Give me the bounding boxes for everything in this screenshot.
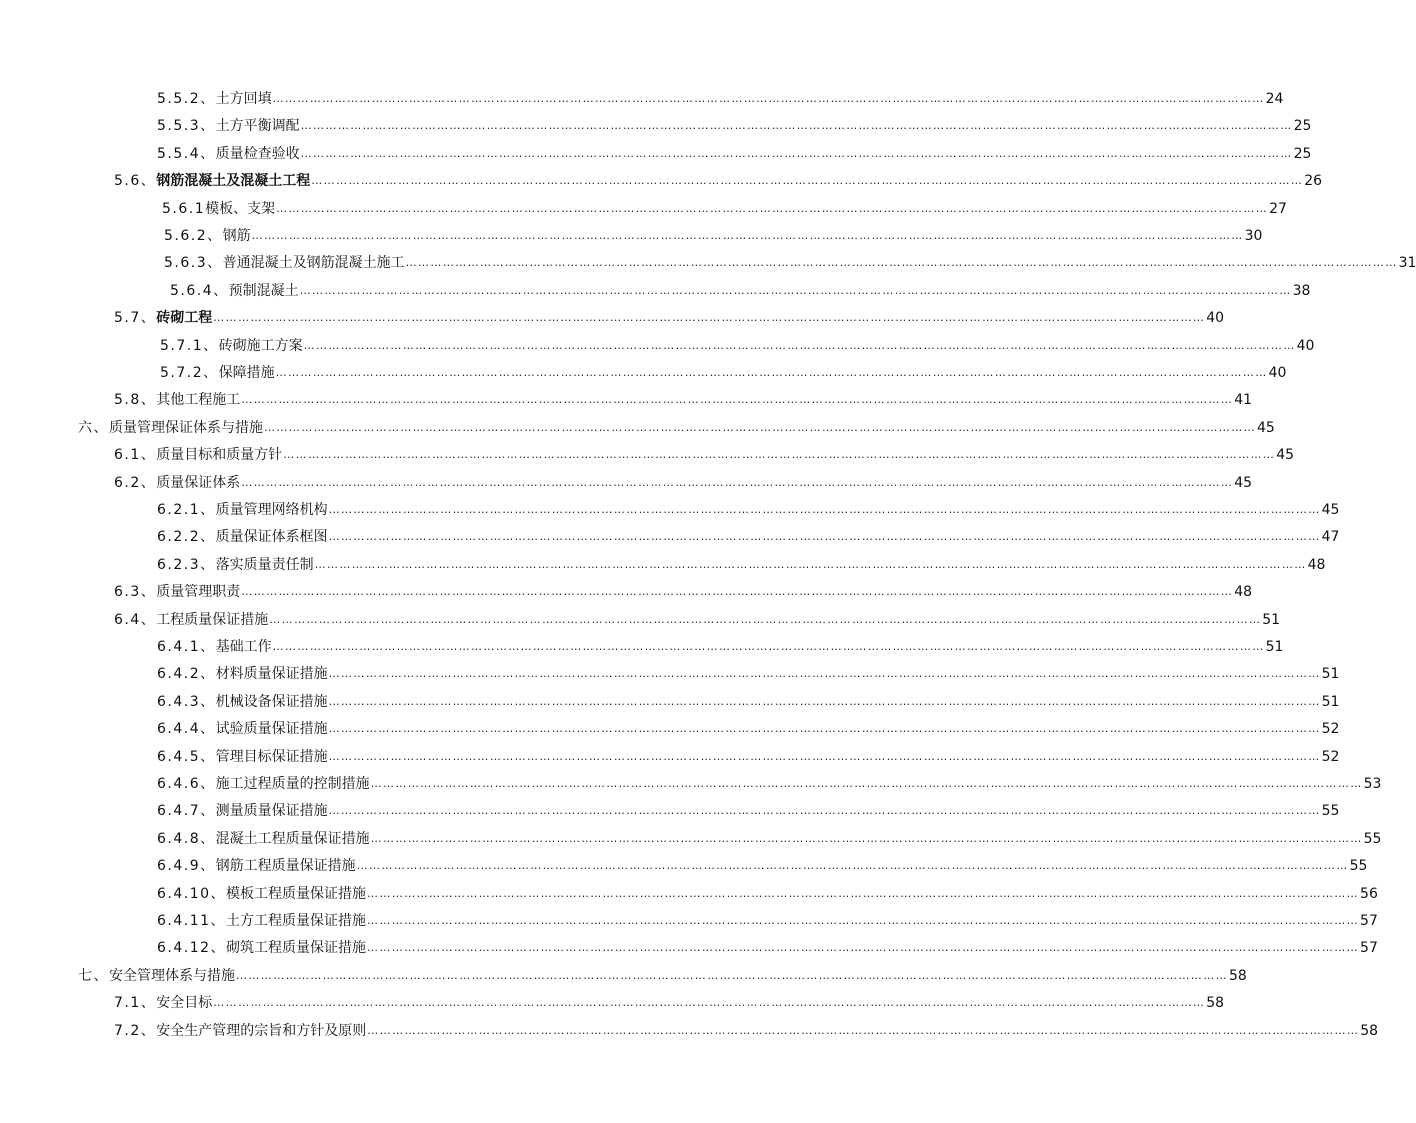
toc-entry-title: 试验质量保证措施 bbox=[215, 721, 328, 737]
dot-leader: …………………………………………………………………………………………………………………………………………………………………………………………………………………… bbox=[314, 558, 1307, 571]
dot-leader: …………………………………………………………………………………………………………………………………………………………………………………………………………………… bbox=[367, 914, 1360, 927]
toc-entry-number: 6.4.9、 bbox=[157, 858, 216, 874]
toc-entry[interactable] bbox=[157, 826, 1382, 848]
toc-entry-page-number: 53 bbox=[1363, 776, 1382, 792]
toc-entry-page-number: 24 bbox=[1265, 91, 1284, 107]
toc-entry[interactable] bbox=[164, 250, 1416, 272]
dot-leader: …………………………………………………………………………………………………………………………………………………………………………………………………………………… bbox=[370, 832, 1363, 845]
toc-entry-title: 普通混凝土及钢筋混凝土施工 bbox=[222, 255, 405, 271]
toc-entry-page-number: 25 bbox=[1293, 146, 1312, 162]
toc-entry-page-number: 31 bbox=[1398, 255, 1416, 271]
dot-leader: …………………………………………………………………………………………………………………………………………………………………………………………………………………… bbox=[275, 366, 1268, 379]
toc-entry[interactable] bbox=[157, 113, 1312, 135]
toc-entry-number: 6.4.7、 bbox=[157, 803, 216, 819]
toc-entry-title: 砖砌施工方案 bbox=[218, 338, 303, 354]
toc-entry-page-number: 47 bbox=[1321, 529, 1340, 545]
toc-entry-number: 5.7.2、 bbox=[160, 365, 219, 381]
toc-entry[interactable] bbox=[114, 442, 1295, 464]
toc-entry-number: 5.7、 bbox=[114, 310, 157, 326]
toc-entry-number: 6.4.6、 bbox=[157, 776, 216, 792]
toc-entry-number: 5.6.2、 bbox=[164, 228, 223, 244]
toc-entry[interactable] bbox=[114, 470, 1253, 492]
toc-entry[interactable] bbox=[157, 141, 1312, 163]
toc-entry-page-number: 26 bbox=[1304, 173, 1323, 189]
toc-entry-page-number: 38 bbox=[1292, 283, 1311, 299]
dot-leader: …………………………………………………………………………………………………………………………………………………………………………………………………………………… bbox=[241, 393, 1234, 406]
toc-entry-title: 混凝土工程质量保证措施 bbox=[215, 831, 370, 847]
toc-entry-number: 6.4.8、 bbox=[157, 831, 216, 847]
toc-entry-title: 砖砌工程 bbox=[156, 310, 213, 326]
toc-entry-title: 土方回填 bbox=[215, 91, 272, 107]
toc-entry-title: 质量保证体系框图 bbox=[215, 529, 328, 545]
toc-entry-number: 6.2.2、 bbox=[157, 529, 216, 545]
toc-entry-number: 5.6.4、 bbox=[170, 283, 229, 299]
dot-leader: …………………………………………………………………………………………………………………………………………………………………………………………………………………… bbox=[328, 530, 1321, 543]
toc-entry-title: 基础工作 bbox=[215, 639, 272, 655]
dot-leader: …………………………………………………………………………………………………………………………………………………………………………………………………………………… bbox=[367, 887, 1360, 900]
dot-leader: …………………………………………………………………………………………………………………………………………………………………………………………………………………… bbox=[251, 229, 1244, 242]
toc-entry[interactable] bbox=[157, 552, 1326, 574]
dot-leader: …………………………………………………………………………………………………………………………………………………………………………………………………………………… bbox=[328, 695, 1321, 708]
toc-entry-number: 5.8、 bbox=[114, 392, 157, 408]
toc-entry[interactable] bbox=[160, 333, 1315, 355]
toc-entry-title: 安全生产管理的宗旨和方针及原则 bbox=[156, 1023, 367, 1039]
toc-entry-title: 质量目标和质量方针 bbox=[156, 447, 283, 463]
toc-entry-page-number: 58 bbox=[1360, 1023, 1379, 1039]
toc-entry[interactable] bbox=[162, 196, 1287, 218]
toc-entry-page-number: 45 bbox=[1276, 447, 1295, 463]
toc-entry-title: 土方平衡调配 bbox=[215, 118, 300, 134]
dot-leader: …………………………………………………………………………………………………………………………………………………………………………………………………………………… bbox=[405, 256, 1398, 269]
toc-entry[interactable] bbox=[157, 881, 1378, 903]
dot-leader: …………………………………………………………………………………………………………………………………………………………………………………………………………………… bbox=[213, 996, 1206, 1009]
toc-entry[interactable] bbox=[157, 634, 1284, 656]
toc-entry-number: 七、 bbox=[78, 968, 109, 984]
toc-entry[interactable] bbox=[114, 1018, 1379, 1040]
toc-entry-number: 6.4.5、 bbox=[157, 749, 216, 765]
dot-leader: …………………………………………………………………………………………………………………………………………………………………………………………………………………… bbox=[269, 613, 1262, 626]
toc-entry-title: 安全目标 bbox=[156, 995, 213, 1011]
toc-entry-page-number: 55 bbox=[1349, 858, 1368, 874]
toc-entry-number: 6.4.12、 bbox=[157, 940, 227, 956]
toc-entry[interactable] bbox=[164, 223, 1263, 245]
dot-leader: …………………………………………………………………………………………………………………………………………………………………………………………………………………… bbox=[328, 750, 1321, 763]
toc-entry-number: 5.5.3、 bbox=[157, 118, 216, 134]
toc-entry-page-number: 58 bbox=[1206, 995, 1225, 1011]
toc-entry-page-number: 57 bbox=[1360, 940, 1378, 956]
dot-leader: …………………………………………………………………………………………………………………………………………………………………………………………………………………… bbox=[276, 202, 1269, 215]
toc-entry[interactable] bbox=[114, 579, 1253, 601]
toc-entry-title: 落实质量责任制 bbox=[215, 557, 314, 573]
toc-entry-number: 6.4.2、 bbox=[157, 666, 216, 682]
toc-entry[interactable] bbox=[170, 278, 1311, 300]
toc-entry[interactable] bbox=[114, 305, 1225, 327]
toc-entry-number: 5.6、 bbox=[114, 173, 157, 189]
toc-entry-page-number: 48 bbox=[1234, 584, 1253, 600]
toc-entry-number: 6.3、 bbox=[114, 584, 157, 600]
toc-entry[interactable] bbox=[78, 415, 1275, 437]
toc-entry[interactable] bbox=[157, 716, 1340, 738]
toc-entry-number: 5.5.4、 bbox=[157, 146, 216, 162]
toc-entry-title: 管理目标保证措施 bbox=[215, 749, 328, 765]
toc-entry-title: 土方工程质量保证措施 bbox=[226, 913, 367, 929]
toc-entry-number: 7.2、 bbox=[114, 1023, 157, 1039]
toc-entry-page-number: 51 bbox=[1265, 639, 1284, 655]
toc-entry[interactable] bbox=[157, 853, 1368, 875]
dot-leader: …………………………………………………………………………………………………………………………………………………………………………………………………………………… bbox=[299, 284, 1292, 297]
toc-entry-page-number: 52 bbox=[1321, 749, 1340, 765]
toc-entry-page-number: 55 bbox=[1321, 803, 1340, 819]
dot-leader: …………………………………………………………………………………………………………………………………………………………………………………………………………………… bbox=[328, 804, 1321, 817]
toc-entry-title: 砌筑工程质量保证措施 bbox=[226, 940, 367, 956]
toc-entry-title: 保障措施 bbox=[218, 365, 275, 381]
toc-entry-title: 钢筋混凝土及混凝土工程 bbox=[156, 173, 311, 189]
toc-entry-title: 钢筋工程质量保证措施 bbox=[215, 858, 356, 874]
toc-entry-title: 预制混凝土 bbox=[228, 283, 299, 299]
toc-entry-title: 机械设备保证措施 bbox=[215, 694, 328, 710]
toc-entry-title: 模板工程质量保证措施 bbox=[226, 886, 367, 902]
dot-leader: …………………………………………………………………………………………………………………………………………………………………………………………………………………… bbox=[236, 969, 1228, 982]
toc-entry-page-number: 58 bbox=[1229, 968, 1247, 984]
toc-entry-page-number: 40 bbox=[1206, 310, 1225, 326]
toc-entry[interactable] bbox=[78, 963, 1247, 985]
toc-entry-page-number: 56 bbox=[1360, 886, 1378, 902]
toc-entry-page-number: 52 bbox=[1321, 721, 1340, 737]
toc-entry-page-number: 57 bbox=[1360, 913, 1378, 929]
toc-entry[interactable] bbox=[157, 524, 1340, 546]
toc-entry-number: 6.4.3、 bbox=[157, 694, 216, 710]
toc-entry-title: 质量保证体系 bbox=[156, 475, 241, 491]
toc-entry-page-number: 27 bbox=[1269, 201, 1287, 217]
dot-leader: …………………………………………………………………………………………………………………………………………………………………………………………………………………… bbox=[272, 640, 1265, 653]
toc-entry-number: 5.5.2、 bbox=[157, 91, 216, 107]
toc-entry[interactable] bbox=[157, 689, 1340, 711]
toc-entry-number: 6.2.3、 bbox=[157, 557, 216, 573]
toc-entry-number: 6.4.4、 bbox=[157, 721, 216, 737]
toc-entry-title: 材料质量保证措施 bbox=[215, 666, 328, 682]
dot-leader: …………………………………………………………………………………………………………………………………………………………………………………………………………………… bbox=[356, 859, 1349, 872]
toc-entry-number: 5.6.3、 bbox=[164, 255, 223, 271]
toc-entry-page-number: 48 bbox=[1307, 557, 1326, 573]
toc-entry-number: 5.6.1 bbox=[162, 201, 206, 217]
dot-leader: …………………………………………………………………………………………………………………………………………………………………………………………………………………… bbox=[367, 941, 1360, 954]
toc-entry[interactable] bbox=[160, 360, 1287, 382]
toc-entry-page-number: 45 bbox=[1257, 420, 1275, 436]
dot-leader: …………………………………………………………………………………………………………………………………………………………………………………………………………………… bbox=[367, 1024, 1360, 1037]
toc-entry[interactable] bbox=[157, 771, 1382, 793]
toc-entry-number: 5.7.1、 bbox=[160, 338, 219, 354]
toc-entry-page-number: 45 bbox=[1234, 475, 1253, 491]
toc-entry-page-number: 41 bbox=[1234, 392, 1253, 408]
dot-leader: …………………………………………………………………………………………………………………………………………………………………………………………………………………… bbox=[300, 147, 1293, 160]
toc-entry[interactable] bbox=[157, 86, 1284, 108]
dot-leader: …………………………………………………………………………………………………………………………………………………………………………………………………………………… bbox=[264, 421, 1256, 434]
dot-leader: …………………………………………………………………………………………………………………………………………………………………………………………………………………… bbox=[213, 311, 1206, 324]
toc-entry-title: 钢筋 bbox=[222, 228, 251, 244]
toc-entry-number: 六、 bbox=[78, 420, 109, 436]
toc-entry-page-number: 45 bbox=[1321, 502, 1340, 518]
toc-entry-number: 6.2、 bbox=[114, 475, 157, 491]
toc-entry[interactable] bbox=[114, 990, 1225, 1012]
toc-entry-page-number: 30 bbox=[1244, 228, 1263, 244]
toc-entry-title: 质量管理职责 bbox=[156, 584, 241, 600]
toc-entry-number: 6.2.1、 bbox=[157, 502, 216, 518]
toc-entry-title: 工程质量保证措施 bbox=[156, 612, 269, 628]
toc-entry-title: 施工过程质量的控制措施 bbox=[215, 776, 370, 792]
dot-leader: …………………………………………………………………………………………………………………………………………………………………………………………………………………… bbox=[272, 92, 1265, 105]
toc-entry-title: 质量管理保证体系与措施 bbox=[109, 420, 263, 436]
toc-entry[interactable] bbox=[157, 497, 1340, 519]
toc-entry-page-number: 40 bbox=[1296, 338, 1315, 354]
toc-entry[interactable] bbox=[157, 661, 1340, 683]
toc-entry[interactable] bbox=[157, 935, 1378, 957]
toc-entry[interactable] bbox=[157, 744, 1340, 766]
toc-entry-number: 7.1、 bbox=[114, 995, 157, 1011]
dot-leader: …………………………………………………………………………………………………………………………………………………………………………………………………………………… bbox=[328, 667, 1321, 680]
dot-leader: …………………………………………………………………………………………………………………………………………………………………………………………………………………… bbox=[370, 777, 1363, 790]
toc-entry-title: 测量质量保证措施 bbox=[215, 803, 328, 819]
toc-entry-number: 6.4.10、 bbox=[157, 886, 227, 902]
toc-entry-title: 质量检查验收 bbox=[215, 146, 300, 162]
toc-entry-number: 6.1、 bbox=[114, 447, 157, 463]
toc-entry-title: 模板、支架 bbox=[205, 201, 276, 217]
dot-leader: …………………………………………………………………………………………………………………………………………………………………………………………………………………… bbox=[311, 174, 1304, 187]
toc-entry[interactable] bbox=[157, 908, 1378, 930]
toc-entry-number: 6.4.1、 bbox=[157, 639, 216, 655]
toc-entry-title: 安全管理体系与措施 bbox=[109, 968, 235, 984]
toc-entry-number: 6.4、 bbox=[114, 612, 157, 628]
toc-entry[interactable] bbox=[114, 387, 1253, 409]
dot-leader: …………………………………………………………………………………………………………………………………………………………………………………………………………………… bbox=[328, 722, 1321, 735]
toc-entry[interactable] bbox=[114, 607, 1281, 629]
toc-entry-title: 其他工程施工 bbox=[156, 392, 241, 408]
toc-entry-number: 6.4.11、 bbox=[157, 913, 227, 929]
toc-entry-page-number: 51 bbox=[1321, 694, 1340, 710]
toc-entry-title: 质量管理网络机构 bbox=[215, 502, 328, 518]
toc-entry-page-number: 40 bbox=[1268, 365, 1287, 381]
dot-leader: …………………………………………………………………………………………………………………………………………………………………………………………………………………… bbox=[328, 503, 1321, 516]
dot-leader: …………………………………………………………………………………………………………………………………………………………………………………………………………………… bbox=[303, 339, 1296, 352]
toc-entry-page-number: 51 bbox=[1262, 612, 1281, 628]
toc-entry[interactable] bbox=[114, 168, 1323, 190]
dot-leader: …………………………………………………………………………………………………………………………………………………………………………………………………………………… bbox=[283, 448, 1276, 461]
toc-entry-page-number: 25 bbox=[1293, 118, 1312, 134]
dot-leader: …………………………………………………………………………………………………………………………………………………………………………………………………………………… bbox=[241, 585, 1234, 598]
dot-leader: …………………………………………………………………………………………………………………………………………………………………………………………………………………… bbox=[241, 476, 1234, 489]
toc-entry[interactable] bbox=[157, 798, 1340, 820]
dot-leader: …………………………………………………………………………………………………………………………………………………………………………………………………………………… bbox=[300, 119, 1293, 132]
toc-entry-page-number: 51 bbox=[1321, 666, 1340, 682]
toc-entry-page-number: 55 bbox=[1363, 831, 1382, 847]
